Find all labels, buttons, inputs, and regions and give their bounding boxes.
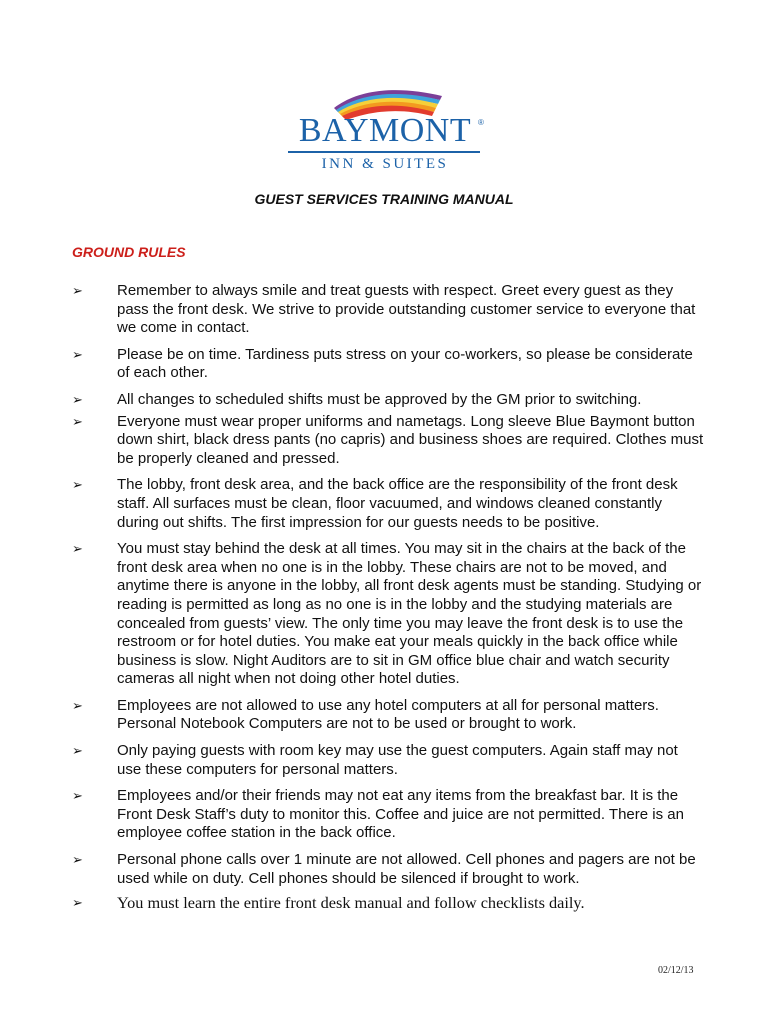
arrow-bullet-icon: ➢	[72, 852, 83, 868]
arrow-bullet-icon: ➢	[72, 697, 83, 713]
arrow-bullet-icon: ➢	[72, 477, 83, 493]
rule-text: Only paying guests with room key may use the guest computers. Again staff may not use these computers for personal matters.	[117, 742, 678, 778]
arrow-bullet-icon: ➢	[72, 346, 83, 362]
logo-subtitle: INN & SUITES	[321, 156, 449, 172]
arrow-bullet-icon: ➢	[72, 283, 83, 298]
section-heading: GROUND RULES	[72, 244, 186, 260]
arrow-bullet-icon: ➢	[72, 743, 83, 759]
document-title: GUEST SERVICES TRAINING MANUAL	[254, 191, 514, 207]
list-item	[72, 391, 704, 410]
list-item	[72, 851, 704, 888]
baymont-logo	[282, 86, 488, 176]
rule-text: You must learn the entire front desk manual and follow checklists daily.	[117, 893, 585, 913]
arrow-bullet-icon: ➢	[72, 413, 83, 429]
rule-text: Personal phone calls over 1 minute are not allowed. Cell phones and pagers are not be used while on duty. Cell phones should be silenced if brought to work.	[117, 851, 696, 887]
list-item	[72, 282, 704, 338]
list-item	[72, 893, 704, 913]
footer-date: 02/12/13	[658, 965, 694, 976]
arrow-bullet-icon: ➢	[72, 788, 83, 804]
list-item	[72, 413, 704, 469]
rule-text: Remember to always smile and treat guests with respect. Greet every guest as they pass the front desk. We strive to provide outstanding customer service to everyone that we come in contact.	[117, 282, 696, 337]
list-item	[72, 346, 704, 383]
rule-text: Employees and/or their friends may not eat any items from the breakfast bar. It is the Front Desk Staff’s duty to monitor this. Coffee and juice are not permitted. There is an employee coffee station in the back office.	[117, 787, 684, 842]
logo-brand-text: BAYMONT	[298, 112, 472, 149]
rule-text: All changes to scheduled shifts must be approved by the GM prior to switching.	[117, 390, 642, 408]
list-item	[72, 787, 704, 843]
rule-text: Employees are not allowed to use any hotel computers at all for personal matters. Personal Notebook Computers are not to be used or brought to work.	[117, 696, 659, 733]
list-item	[72, 742, 704, 779]
logo-registered-mark: ®	[478, 118, 484, 127]
arrow-bullet-icon: ➢	[72, 895, 83, 911]
rule-text: Everyone must wear proper uniforms and nametags. Long sleeve Blue Baymont button down shirt, black dress pants (no capris) and business shoes are required. Clothes must be properly cleaned and pressed.	[117, 412, 704, 467]
rule-text: You must stay behind the desk at all times. You may sit in the chairs at the back of the front desk area when no one is in the lobby. These chairs are not to be moved, and anytime there is anyone in the lobby, all front desk agents must be standing. Studying or reading is permitted as long as no one is in the lobby and the studying materials are concealed from guests’ view. The only time you may leave the front desk is to use the restroom or for hotel duties. You make eat your meals quickly in the back office while business is slow. Night Auditors are to sit in GM office blue chair and watch security cameras all night when not doing other hotel duties.	[117, 540, 702, 688]
list-item	[72, 476, 704, 532]
list-item	[72, 540, 704, 689]
list-item	[72, 697, 704, 734]
rule-text: The lobby, front desk area, and the back office are the responsibility of the front desk staff. All surfaces must be clean, floor vacuumed, and windows cleaned constantly during out shifts. The first impression for our guests needs to be positive.	[117, 476, 678, 531]
rule-text: Please be on time. Tardiness puts stress on your co-workers, so please be considerate of each other.	[117, 345, 693, 382]
logo-divider	[288, 151, 480, 153]
ground-rules-list	[72, 282, 704, 913]
arrow-bullet-icon: ➢	[72, 391, 83, 407]
arrow-bullet-icon: ➢	[72, 541, 83, 557]
